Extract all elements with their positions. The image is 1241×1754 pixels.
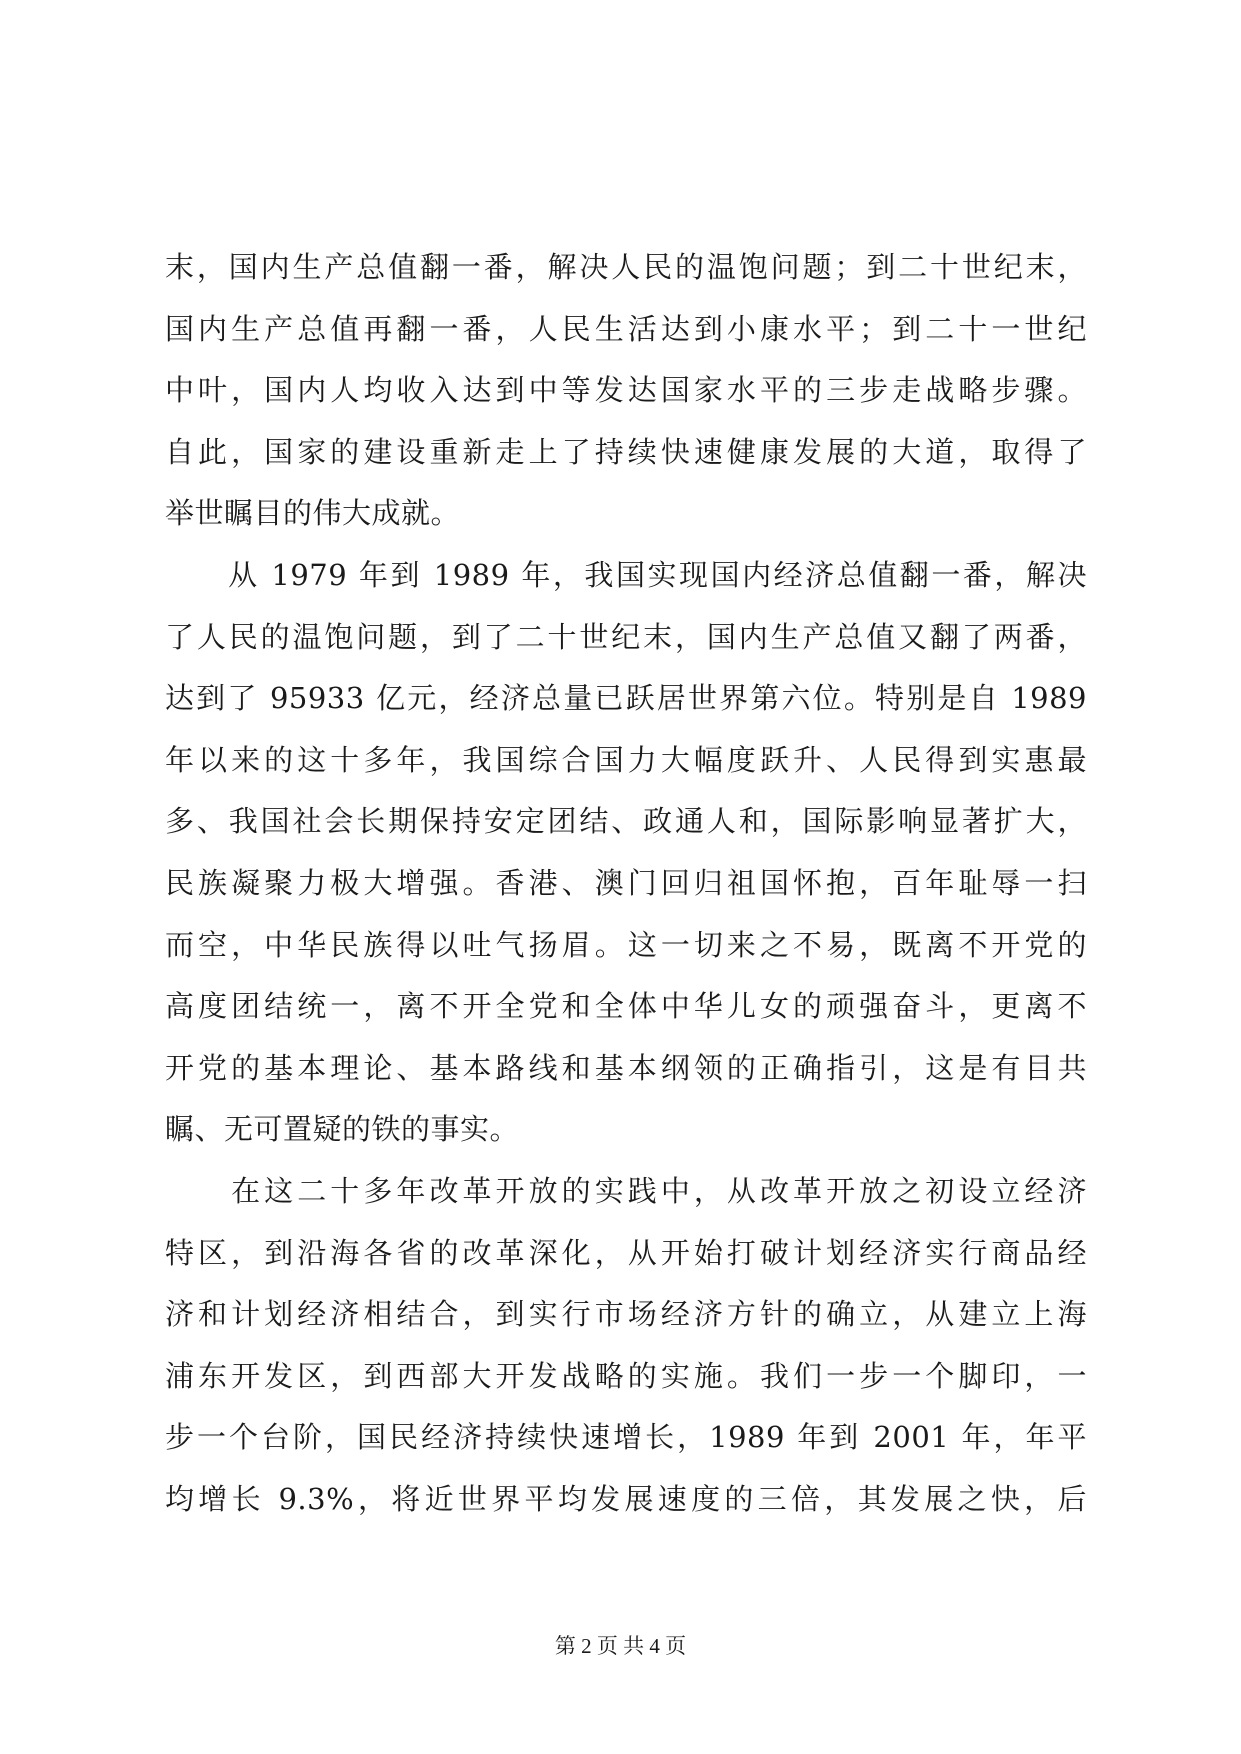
body-text: [165, 237, 1087, 1530]
text-line: 在这二十多年改革开放的实践中，从改革开放之初设立经济: [165, 1173, 1087, 1208]
page-number-label: 第 2 页 共 4 页: [554, 1634, 687, 1658]
text-line: 均增长 9.3%，将近世界平均发展速度的三倍，其发展之快，后: [165, 1481, 1087, 1516]
text-line: 瞩、无可置疑的铁的事实。: [165, 1112, 520, 1147]
text-line: 举世瞩目的伟大成就。: [165, 496, 461, 531]
text-line: 中叶，国内人均收入达到中等发达国家水平的三步走战略步骤。: [165, 373, 1087, 408]
text-line: 浦东开发区，到西部大开发战略的实施。我们一步一个脚印，一: [165, 1358, 1087, 1393]
text-line: 从 1979 年到 1989 年，我国实现国内经济总值翻一番，解决: [165, 557, 1087, 592]
text-line: 民族凝聚力极大增强。香港、澳门回归祖国怀抱，百年耻辱一扫: [165, 865, 1087, 900]
text-line: 开党的基本理论、基本路线和基本纲领的正确指引，这是有目共: [165, 1050, 1087, 1085]
text-line: 而空，中华民族得以吐气扬眉。这一切来之不易，既离不开党的: [165, 927, 1087, 962]
text-line: 济和计划经济相结合，到实行市场经济方针的确立，从建立上海: [165, 1297, 1087, 1332]
text-line: 步一个台阶，国民经济持续快速增长，1989 年到 2001 年，年平: [165, 1420, 1087, 1455]
text-line: 自此，国家的建设重新走上了持续快速健康发展的大道，取得了: [165, 434, 1087, 469]
text-line: 末，国内生产总值翻一番，解决人民的温饱问题；到二十世纪末，: [165, 250, 1087, 284]
text-line: 了人民的温饱问题，到了二十世纪末，国内生产总值又翻了两番，: [165, 619, 1087, 654]
text-line: 特区，到沿海各省的改革深化，从开始打破计划经济实行商品经: [165, 1235, 1087, 1270]
text-line: 高度团结统一，离不开全党和全体中华儿女的顽强奋斗，更离不: [165, 989, 1087, 1024]
text-line: 年以来的这十多年，我国综合国力大幅度跃升、人民得到实惠最: [165, 742, 1087, 777]
page-footer: [0, 1632, 1241, 1660]
text-line: 达到了 95933 亿元，经济总量已跃居世界第六位。特别是自 1989: [165, 681, 1087, 716]
text-line: 多、我国社会长期保持安定团结、政通人和，国际影响显著扩大，: [165, 804, 1087, 839]
text-line: 国内生产总值再翻一番，人民生活达到小康水平；到二十一世纪: [165, 311, 1087, 346]
